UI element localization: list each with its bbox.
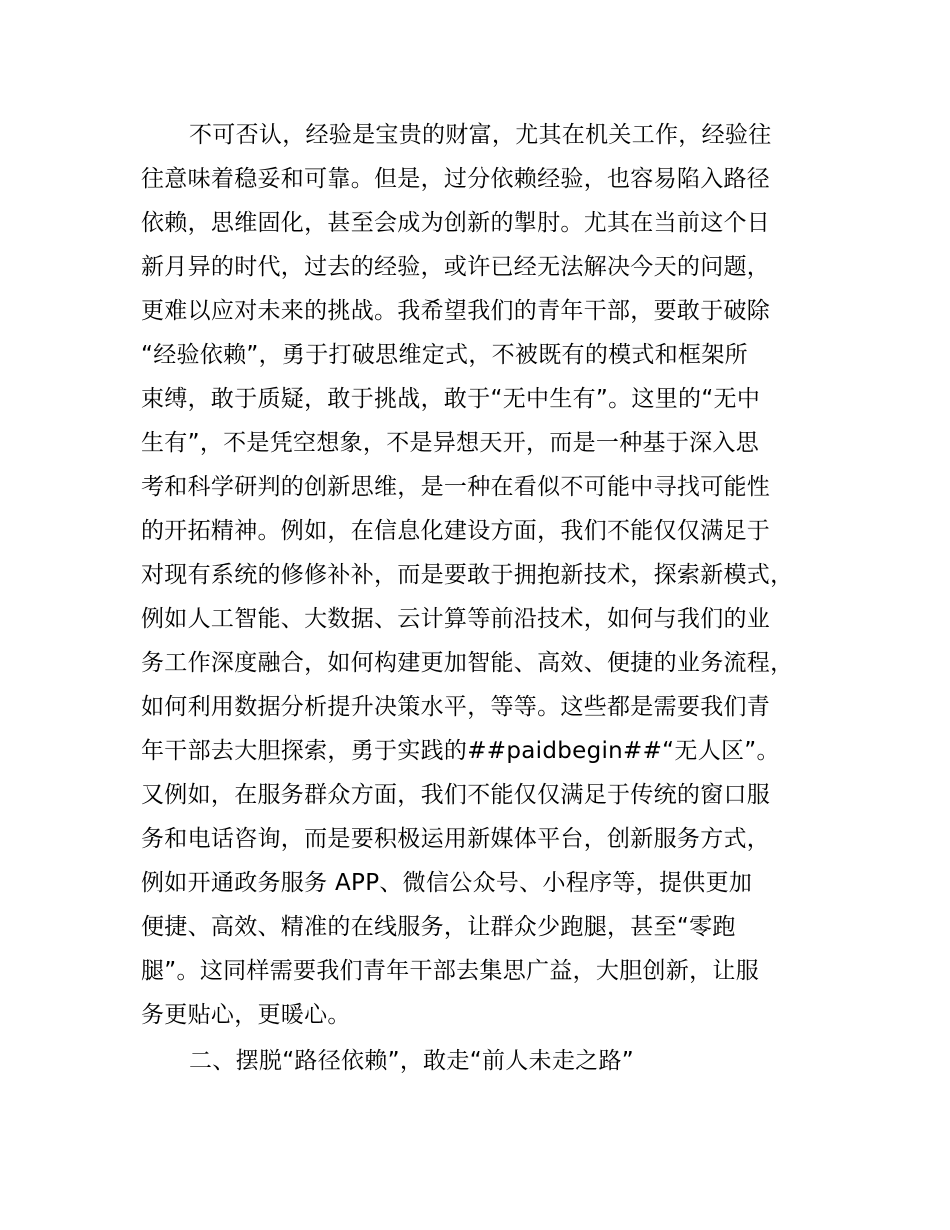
paragraph-line: 例如人工智能、大数据、云计算等前沿技术，如何与我们的业 bbox=[141, 606, 771, 632]
paragraph-line: 往意味着稳妥和可靠。但是，过分依赖经验，也容易陷入路径 bbox=[141, 166, 771, 192]
paragraph-line: 更难以应对未来的挑战。我希望我们的青年干部，要敢于破除 bbox=[141, 298, 771, 324]
paragraph-line: 务更贴心，更暖心。 bbox=[141, 1002, 351, 1028]
paragraph-line: 考和科学研判的创新思维，是一种在看似不可能中寻找可能性 bbox=[141, 474, 771, 500]
paragraph-line: 新月异的时代，过去的经验，或许已经无法解决今天的问题， bbox=[141, 254, 771, 280]
paragraph-line: 腿”。这同样需要我们青年干部去集思广益，大胆创新，让服 bbox=[141, 958, 760, 984]
paragraph-line: 务工作深度融合，如何构建更加智能、高效、便捷的业务流程， bbox=[141, 650, 794, 676]
paragraph-line: 务和电话咨询，而是要积极运用新媒体平台，创新服务方式， bbox=[141, 826, 771, 852]
paragraph-line: 例如开通政务服务 APP、微信公众号、小程序等，提供更加 bbox=[141, 870, 753, 896]
paragraph-line: 便捷、高效、精准的在线服务，让群众少跑腿，甚至“零跑 bbox=[141, 914, 736, 940]
paragraph-line: 不可否认，经验是宝贵的财富，尤其在机关工作，经验往 bbox=[189, 122, 772, 148]
paragraph-line: 的开拓精神。例如，在信息化建设方面，我们不能仅仅满足于 bbox=[141, 518, 771, 544]
section-heading: 二、摆脱“路径依赖”，敢走“前人未走之路” bbox=[189, 1048, 634, 1074]
paragraph-line: 又例如，在服务群众方面，我们不能仅仅满足于传统的窗口服 bbox=[141, 782, 771, 808]
paragraph-line: 依赖，思维固化，甚至会成为创新的掣肘。尤其在当前这个日 bbox=[141, 210, 771, 236]
paragraph-line: 如何利用数据分析提升决策水平，等等。这些都是需要我们青 bbox=[141, 694, 771, 720]
paragraph-line: 年干部去大胆探索，勇于实践的##paidbegin##“无人区”。 bbox=[141, 738, 780, 764]
paragraph-line: “经验依赖”，勇于打破思维定式，不被既有的模式和框架所 bbox=[141, 342, 748, 368]
paragraph-line: 对现有系统的修修补补，而是要敢于拥抱新技术，探索新模式， bbox=[141, 562, 794, 588]
paragraph-line: 生有”，不是凭空想象，不是异想天开，而是一种基于深入思 bbox=[141, 430, 760, 456]
paragraph-line: 束缚，敢于质疑，敢于挑战，敢于“无中生有”。这里的“无中 bbox=[141, 386, 761, 412]
